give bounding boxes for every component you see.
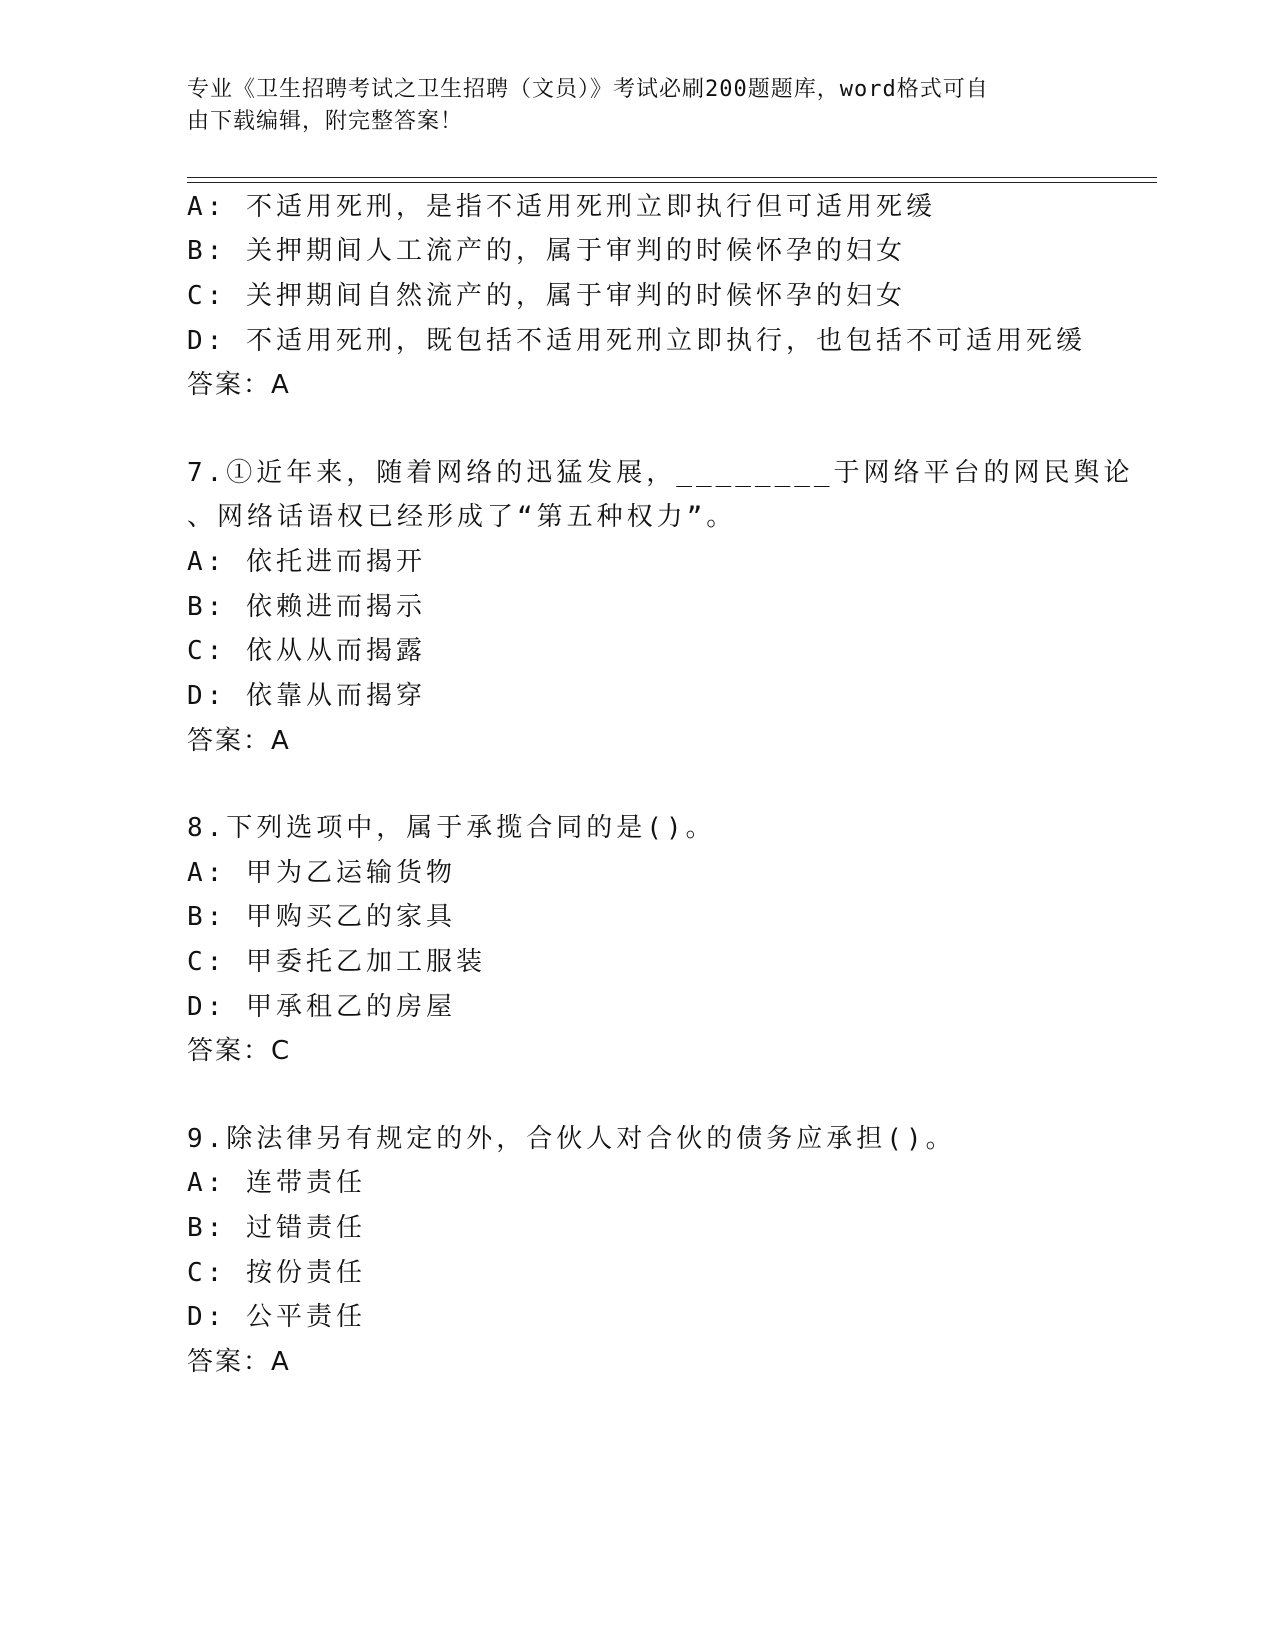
header-divider-bottom — [187, 182, 1157, 183]
q8-option-b: B: 甲购买乙的家具 — [187, 902, 456, 932]
q8-stem: 8.下列选项中，属于承揽合同的是()。 — [187, 813, 716, 843]
q8-option-d: D: 甲承租乙的房屋 — [187, 992, 456, 1022]
q7-option-c: C: 依从从而揭露 — [187, 636, 426, 666]
q7-stem-line-1: 7.①近年来，随着网络的迅猛发展，________于网络平台的网民舆论 — [187, 458, 1134, 488]
q6-option-d: D: 不适用死刑，既包括不适用死刑立即执行，也包括不可适用死缓 — [187, 326, 1086, 356]
q8-option-a: A: 甲为乙运输货物 — [187, 858, 456, 888]
q6-option-a: A: 不适用死刑，是指不适用死刑立即执行但可适用死缓 — [187, 192, 936, 222]
q6-answer: 答案：A — [187, 370, 291, 400]
header-line-2: 由下载编辑，附完整答案！ — [187, 109, 464, 134]
q9-stem: 9.除法律另有规定的外，合伙人对合伙的债务应承担()。 — [187, 1124, 956, 1154]
q7-option-a: A: 依托进而揭开 — [187, 547, 426, 577]
q9-option-a: A: 连带责任 — [187, 1168, 366, 1198]
header-divider-top — [187, 177, 1157, 178]
header-line-1: 专业《卫生招聘考试之卫生招聘（文员）》考试必刷200题题库，word格式可自 — [187, 77, 989, 102]
q7-option-b: B: 依赖进而揭示 — [187, 592, 426, 622]
q9-option-d: D: 公平责任 — [187, 1302, 366, 1332]
q6-option-b: B: 关押期间人工流产的，属于审判的时候怀孕的妇女 — [187, 236, 906, 266]
q9-answer: 答案：A — [187, 1347, 291, 1377]
q7-option-d: D: 依靠从而揭穿 — [187, 681, 426, 711]
q8-answer: 答案：C — [187, 1036, 292, 1066]
q7-stem-line-2: 、网络话语权已经形成了“第五种权力”。 — [187, 502, 737, 532]
q8-option-c: C: 甲委托乙加工服装 — [187, 947, 486, 977]
q9-option-c: C: 按份责任 — [187, 1258, 366, 1288]
document-header — [187, 74, 1067, 138]
q7-answer: 答案：A — [187, 726, 291, 756]
q6-option-c: C: 关押期间自然流产的，属于审判的时候怀孕的妇女 — [187, 281, 906, 311]
q9-option-b: B: 过错责任 — [187, 1213, 366, 1243]
